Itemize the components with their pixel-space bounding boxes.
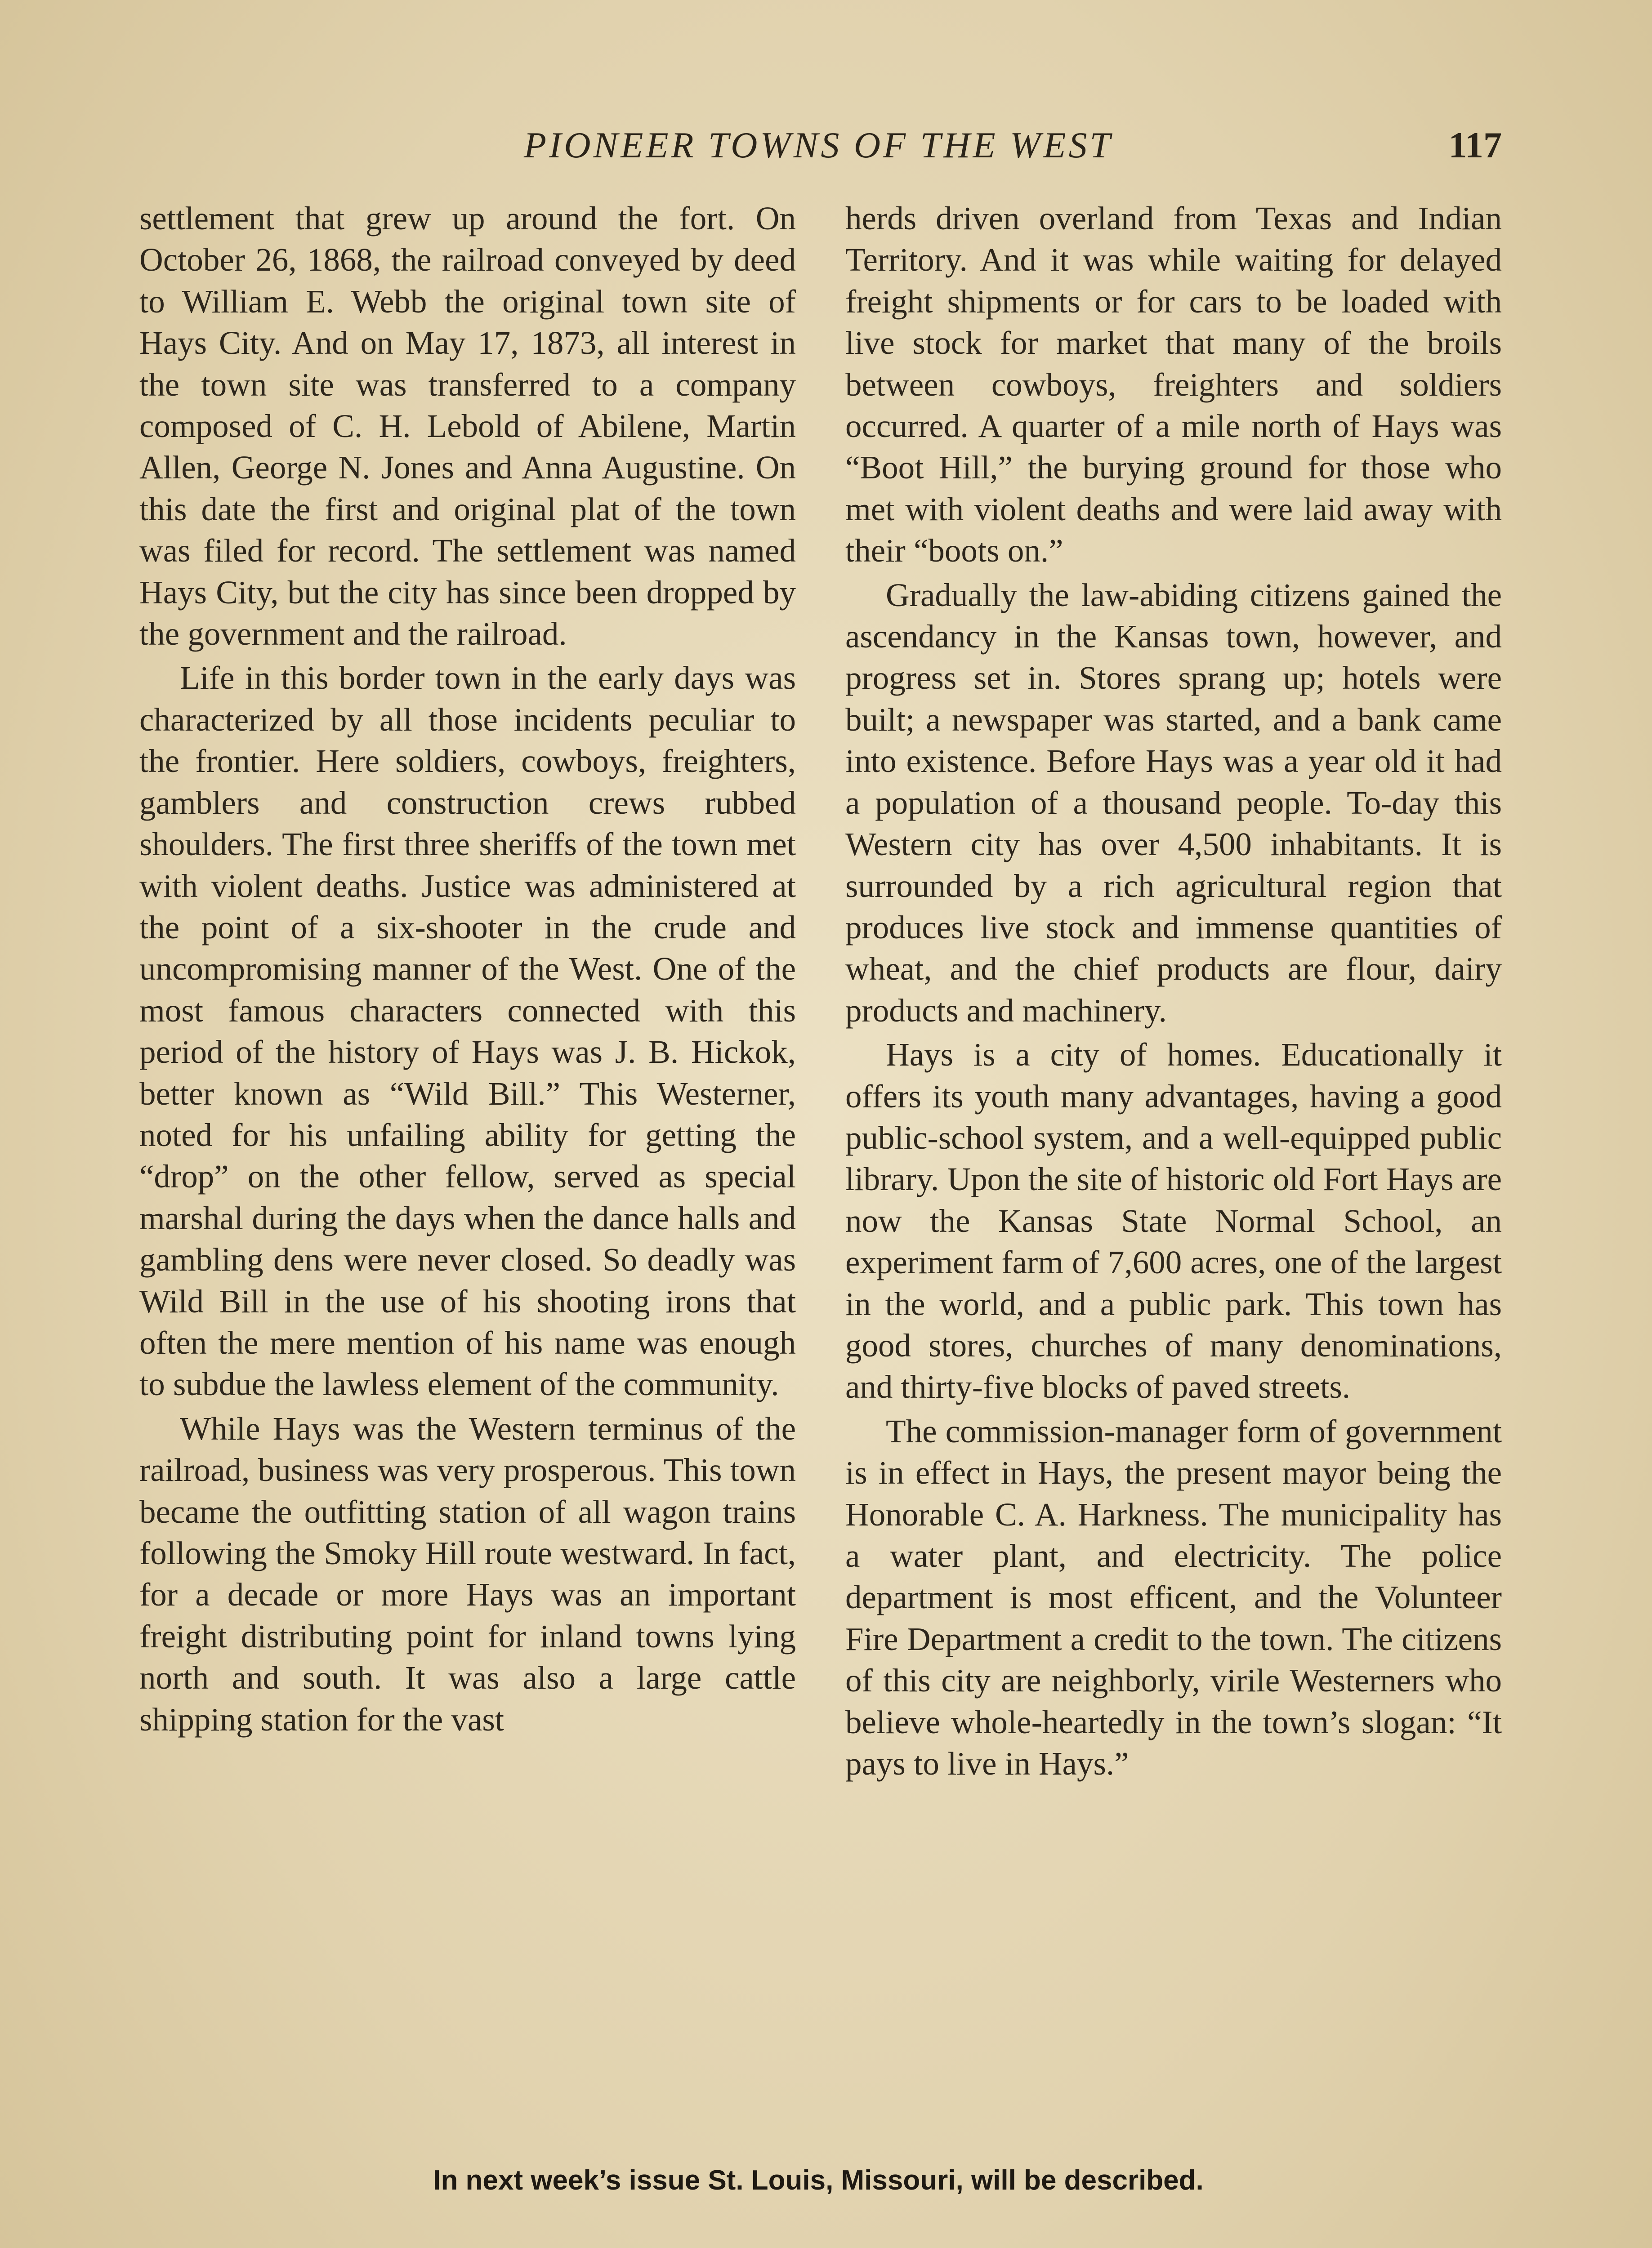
paragraph: herds driven overland from Texas and Indian Territory. And it was while waiting for delayed freight shipments or for cars to be loaded with live stock for market that many of the broils between cowboys, freighters and soldiers occurred. A quarter of a mile north of Hays was “Boot Hill,” the burying ground for those who met with violent deaths and were laid away with their “boots on.” [845, 200, 1502, 569]
right-column [845, 198, 1502, 2154]
next-issue-note: In next week’s issue St. Louis, Missouri, will be described. [433, 2165, 1204, 2196]
page-number: 117 [1448, 125, 1502, 165]
left-column [139, 198, 796, 2154]
page-header [135, 120, 1502, 170]
paragraph: While Hays was the Western terminus of the railroad, business was very prosperous. This town became the outfitting station of all wagon trains following the Smoky Hill route westward. In fact, for a decade or more Hays was an important freight distributing point for inland towns lying north and south. It was also a large cattle shipping station for the vast [139, 1410, 796, 1738]
article-body [139, 198, 1502, 2154]
paragraph: Life in this border town in the early days was characterized by all those incidents peculiar to the frontier. Here soldiers, cowboys, freighters, gamblers and construction crews rubbed shoulders. The first three sheriffs of the town met with violent deaths. Justice was administered at the point of a six-shooter in the crude and uncompromising manner of the West. One of the most famous characters connected with this period of the history of Hays was J. B. Hickok, better known as “Wild Bill.” This Westerner, noted for his unfailing ability for getting the “drop” on the other fellow, served as special marshal during the days when the dance halls and gambling dens were never closed. So deadly was Wild Bill in the use of his shooting irons that often the mere mention of his name was enough to subdue the lawless element of the community. [139, 660, 796, 1403]
paragraph: Gradually the law-abiding citizens gained the ascendancy in the Kansas town, however, and progress set in. Stores sprang up; hotels were built; a newspaper was started, and a bank came into existence. Before Hays was a year old it had a population of a thousand people. To-day this Western city has over 4,500 inhabitants. It is surrounded by a rich agricultural region that produces live stock and immense quantities of wheat, and the chief products are flour, dairy products and machinery. [845, 576, 1502, 1029]
running-title: PIONEER TOWNS OF THE WEST [523, 125, 1113, 165]
paragraph: settlement that grew up around the fort. On October 26, 1868, the railroad conveyed by deed to William E. Webb the original town site of Hays City. And on May 17, 1873, all interest in the town site was transferred to a company composed of C. H. Lebold of Abilene, Martin Allen, George N. Jones and Anna Augustine. On this date the first and original plat of the town was filed for record. The settlement was named Hays City, but the city has since been dropped by the government and the railroad. [139, 200, 796, 652]
paragraph: Hays is a city of homes. Educationally it offers its youth many advantages, having a good public-school system, and a well-equipped public library. Upon the site of historic old Fort Hays are now the Kansas State Normal School, an experiment farm of 7,600 acres, one of the largest in the world, and a public park. This town has good stores, churches of many denominations, and thirty-five blocks of paved streets. [845, 1036, 1502, 1405]
paragraph: The commission-manager form of government is in effect in Hays, the present mayor being the Honorable C. A. Harkness. The municipality has a water plant, and electricity. The police department is most efficent, and the Volunteer Fire Department a credit to the town. The citizens of this city are neighborly, virile Westerners who believe whole-heartedly in the town’s slogan: “It pays to live in Hays.” [845, 1413, 1502, 1782]
